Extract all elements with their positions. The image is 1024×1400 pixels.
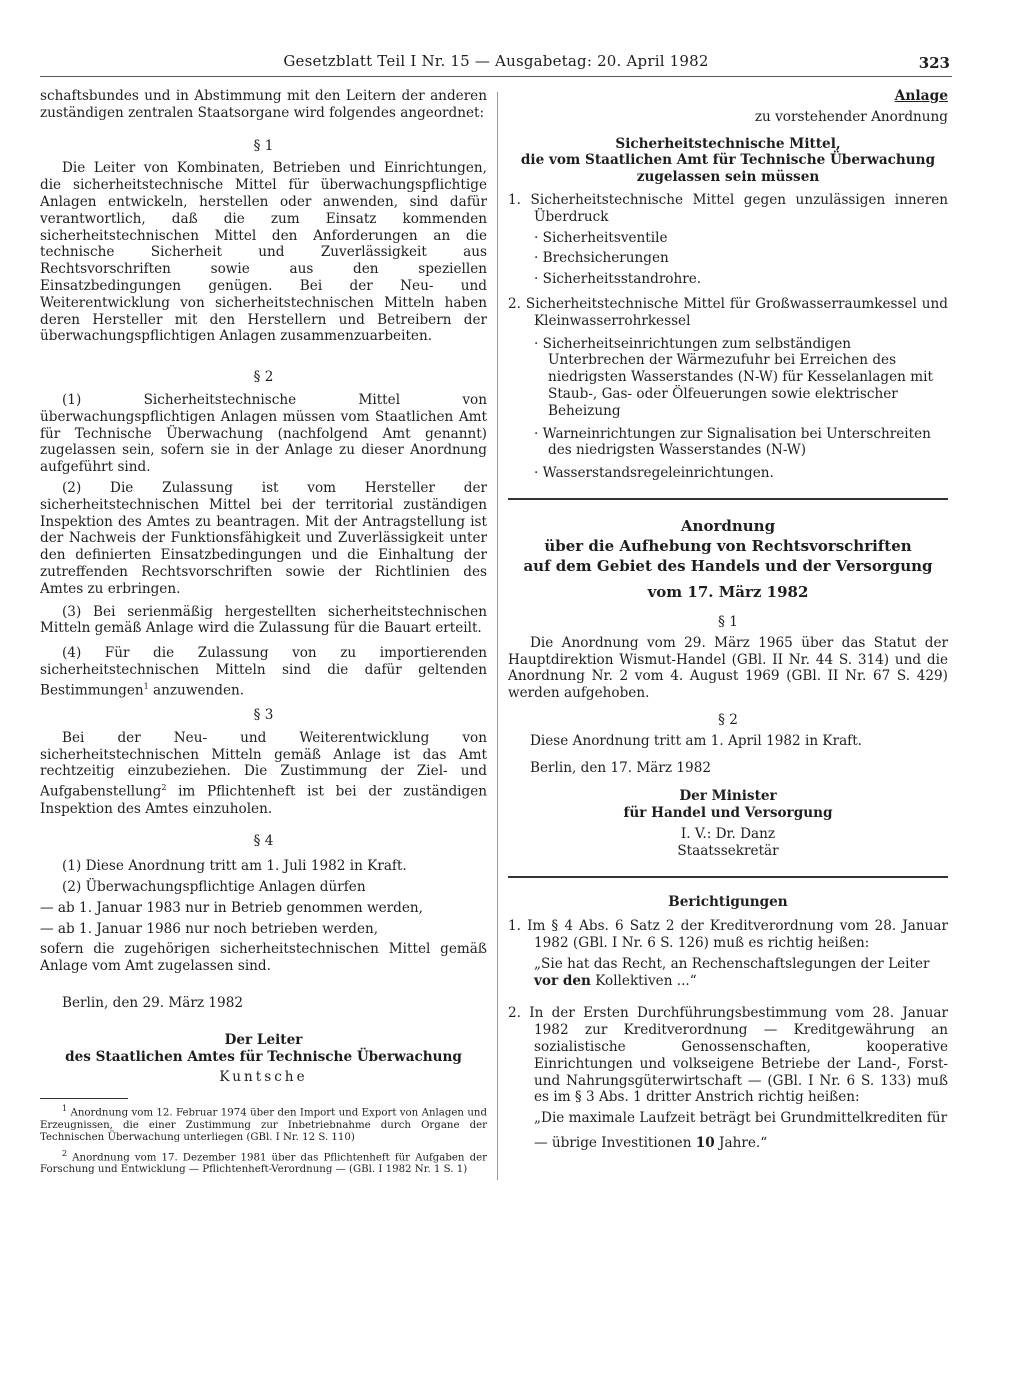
section-3-text bbox=[40, 730, 487, 818]
ordinance-signature-3: I. V.: Dr. Danz bbox=[680, 825, 776, 842]
section-3-text-end: im Pflichtenheft ist bei der zuständigen Inspektion des Amtes einzuholen. bbox=[40, 783, 487, 817]
signature-name: Kuntsche bbox=[219, 1069, 308, 1086]
ordinance-signature-1: Der Minister bbox=[679, 788, 777, 805]
list-item: · Sicherheitsventile bbox=[534, 229, 668, 246]
item-1-bullet-2: Brechsicherungen bbox=[542, 250, 669, 267]
corrections-title: Berichtigungen bbox=[668, 893, 788, 910]
anlage-title: Anlage bbox=[894, 88, 948, 104]
list-item: · Sicherheitsstandrohre. bbox=[534, 271, 702, 288]
ordinance-section-1-heading: § 1 bbox=[718, 613, 738, 630]
section-4-dash-2: — ab 1. Januar 1986 nur noch betrieben werden, bbox=[40, 920, 379, 937]
item-2-bullet-3: Wasserstandsregeleinrichtungen. bbox=[542, 465, 774, 482]
correction-1-number: 1. bbox=[508, 918, 521, 935]
anlage-item-1 bbox=[508, 192, 948, 226]
section-4-dash-1: — ab 1. Januar 1983 nur in Betrieb genommen werden, bbox=[40, 899, 423, 916]
section-2-heading: § 2 bbox=[253, 369, 274, 386]
intro-paragraph: schaftsbundes und in Abstimmung mit den Leitern der anderen zuständigen zentralen Staatsorgane wird folgendes angeordnet: bbox=[40, 88, 487, 121]
correction-2-quote: „Die maximale Laufzeit beträgt bei Grundmittelkrediten für bbox=[534, 1110, 948, 1127]
item-2-bullet-1: Sicherheitseinrichtungen zum selbständigen Unterbrechen der Wärmezufuhr bei Erreichen des niedrigsten Wasserstandes (N-W) für Kesselanlagen mit Staub-, Gas- oder Ölfeuerungen sowie elektrischer Beheizung bbox=[542, 335, 933, 419]
section-4-heading: § 4 bbox=[253, 833, 274, 850]
right-column bbox=[508, 88, 948, 1152]
footnote-1-text: Anordnung vom 12. Februar 1974 über den Import und Export von Anlagen und Erzeugnissen, die einer Zustimmung zur Inbetriebnahme durch Organe der Technischen Überwachung unterliegen (GBl. I Nr. 12 S. 110) bbox=[40, 1107, 487, 1143]
section-1-text: Die Leiter von Kombinaten, Betrieben und Einrichtungen, die sicherheitstechnische Mittel für überwachungspflichtige Anlagen entwickeln, herstellen oder anwenden, sind dafür verantwortlich, daß die zum Einsatz kommenden sicherheitstechnischen Mittel den Anforderungen an die technische Sicherheit und Zuverlässigkeit aus Rechtsvorschriften sowie aus den speziellen Einsatzbedingungen genügen. Bei der Neu- und Weiterentwicklung von sicherheitstechnischen Mitteln haben deren Hersteller mit den Herstellern und Betreibern der überwachungspflichtigen Anlagen zusammenzuarbeiten. bbox=[40, 160, 487, 345]
ordinance-signature-2: für Handel und Versorgung bbox=[623, 805, 833, 822]
correction-2 bbox=[508, 1005, 948, 1106]
section-2-para-4-end: anzuwenden. bbox=[148, 682, 245, 699]
section-4-para-1: (1) Diese Anordnung tritt am 1. Juli 1982 in Kraft. bbox=[62, 858, 407, 875]
signature-title-2: des Staatlichen Amtes für Technische Überwachung bbox=[65, 1048, 462, 1065]
place-date: Berlin, den 29. März 1982 bbox=[62, 994, 243, 1011]
correction-2-text: In der Ersten Durchführungsbestimmung vom 28. Januar 1982 zur Kreditverordnung — Kreditgewährung an sozialistische Genossenschaften, kooperative Einrichtungen und volkseigene Betriebe der Land-, Forst- und Nahrungsgüterwirtschaft — (GBl. I Nr. 6 S. 133) muß es im § 3 Abs. 1 dritter Anstrich richtig heißen: bbox=[529, 1005, 948, 1106]
section-2-para-1: (1) Sicherheitstechnische Mittel von überwachungspflichtigen Anlagen müssen vom Staatlichen Amt für Technische Überwachung (nachfolgend Amt genannt) zugelassen sein, sofern sie in der Anlage zu dieser Anordnung aufgeführt sind. bbox=[40, 391, 487, 476]
section-2-para-4-text: (4) Für die Zulassung von zu importierenden sicherheitstechnischen Mitteln sind die dafür geltenden Bestimmungen bbox=[40, 645, 487, 699]
correction-1-quote bbox=[508, 956, 948, 990]
correction-1-quote-b: Kollektiven ...“ bbox=[590, 972, 697, 989]
anlage-subtitle: zu vorstehender Anordnung bbox=[754, 108, 948, 125]
ordinance-title-3: auf dem Gebiet des Handels und der Versorgung bbox=[523, 556, 933, 575]
ordinance-signature-4: Staatssekretär bbox=[677, 842, 779, 859]
footnote-1-number: 1 bbox=[62, 1104, 68, 1114]
section-3-text-main: Bei der Neu- und Weiterentwicklung von sicherheitstechnischen Mitteln gemäß Anlage ist das Amt rechtzeitig einzubeziehen. Die Zustimmung der Ziel- und Aufgabenstellung bbox=[40, 729, 487, 800]
anlage-heading-3: zugelassen sein müssen bbox=[636, 169, 820, 186]
correction-1-text: Im § 4 Abs. 6 Satz 2 der Kreditverordnung vom 28. Januar 1982 (GBl. I Nr. 6 S. 126) muß es richtig heißen: bbox=[527, 918, 948, 952]
footnote-2-number: 2 bbox=[62, 1148, 68, 1158]
section-1-heading: § 1 bbox=[253, 137, 274, 154]
correction-2-dash-a: — übrige Investitionen bbox=[534, 1135, 696, 1152]
list-item: · Wasserstandsregeleinrichtungen. bbox=[534, 465, 774, 482]
column-divider bbox=[497, 92, 498, 1180]
list-item: · Brechsicherungen bbox=[534, 250, 669, 267]
page-header bbox=[40, 52, 952, 77]
left-column bbox=[40, 88, 487, 1176]
list-item: · Sicherheitseinrichtungen zum selbständigen Unterbrechen der Wärmezufuhr bei Erreichen des niedrigsten Wasserstandes (N-W) für Kesselanlagen mit Staub-, Gas- oder Ölfeuerungen sowie elektrischer Beheizung bbox=[534, 335, 933, 419]
correction-1-quote-bold: vor den bbox=[534, 972, 591, 989]
anlage-item-2 bbox=[508, 296, 948, 330]
ordinance-section-2-text: Diese Anordnung tritt am 1. April 1982 in Kraft. bbox=[530, 732, 862, 749]
footnote-ref-1: 1 bbox=[143, 681, 149, 691]
footnote-ref-2: 2 bbox=[161, 783, 167, 793]
correction-1-quote-a: „Sie hat das Recht, an Rechenschaftslegungen der Leiter bbox=[534, 955, 930, 972]
correction-1 bbox=[508, 918, 948, 952]
section-4-para-2: (2) Überwachungspflichtige Anlagen dürfen bbox=[62, 878, 366, 895]
ordinance-place-date: Berlin, den 17. März 1982 bbox=[530, 759, 711, 776]
footnote-1 bbox=[40, 1103, 487, 1143]
item-1-bullet-1: Sicherheitsventile bbox=[542, 229, 668, 246]
ordinance-section-1-text: Die Anordnung vom 29. März 1965 über das Statut der Hauptdirektion Wismut-Handel (GBl. II Nr. 44 S. 314) und die Anordnung Nr. 2 vom 4. August 1969 (GBl. II Nr. 67 S. 429) werden aufgehoben. bbox=[508, 634, 948, 702]
header-title: Gesetzblatt Teil I Nr. 15 — Ausgabetag: 20. April 1982 bbox=[283, 52, 709, 70]
anlage-heading-2: die vom Staatlichen Amt für Technische Überwachung bbox=[520, 152, 936, 169]
correction-2-number: 2. bbox=[508, 1005, 521, 1022]
list-item: · Warneinrichtungen zur Signalisation bei Unterschreiten des niedrigsten Wasserstandes (N-W) bbox=[534, 425, 931, 459]
section-3-heading: § 3 bbox=[253, 707, 274, 724]
section-2-para-2: (2) Die Zulassung ist vom Hersteller der sicherheitstechnischen Mittel bei der territorial zuständigen Inspektion des Amtes zu beantragen. Mit der Antragstellung ist der Nachweis der Funktionsfähigkeit und Zuverlässigkeit unter den definierten Einsatzbedingungen und die Einhaltung der zutreffenden Rechtsvorschriften sowie der Richtlinien des Amtes zu erbringen. bbox=[40, 479, 487, 597]
correction-2-dash-b: Jahre.“ bbox=[714, 1135, 768, 1152]
footnote-2 bbox=[40, 1148, 487, 1176]
correction-2-dash bbox=[508, 1135, 948, 1152]
ordinance-date: vom 17. März 1982 bbox=[647, 582, 809, 601]
ordinance-section-2-heading: § 2 bbox=[718, 711, 738, 728]
item-1-bullet-3: Sicherheitsstandrohre. bbox=[542, 271, 702, 288]
anlage-heading-1: Sicherheitstechnische Mittel, bbox=[615, 135, 841, 152]
footnote-2-text: Anordnung vom 17. Dezember 1981 über das Pflichtenheft für Aufgaben der Forschung und Entwicklung — Pflichtenheft-Verordnung — (GBl. I 1982 Nr. 1 S. 1) bbox=[40, 1151, 487, 1175]
section-2-para-4 bbox=[40, 645, 487, 699]
ordinance-title-2: über die Aufhebung von Rechtsvorschriften bbox=[544, 536, 912, 555]
anlage-item-2-number: 2. bbox=[508, 295, 521, 312]
section-4-tail: sofern die zugehörigen sicherheitstechnischen Mittel gemäß Anlage vom Amt zugelassen sind. bbox=[40, 941, 487, 975]
signature-title-1: Der Leiter bbox=[224, 1031, 303, 1048]
item-2-bullet-2: Warneinrichtungen zur Signalisation bei Unterschreiten des niedrigsten Wasserstandes (N-W) bbox=[542, 425, 931, 459]
anlage-item-2-text: Sicherheitstechnische Mittel für Großwasserraumkessel und Kleinwasserrohrkessel bbox=[525, 295, 948, 329]
correction-2-dash-bold: 10 bbox=[695, 1135, 715, 1152]
page-number: 323 bbox=[918, 54, 950, 72]
ordinance-title-1: Anordnung bbox=[680, 516, 776, 535]
anlage-item-1-number: 1. bbox=[508, 191, 521, 208]
section-2-para-3: (3) Bei serienmäßig hergestellten sicherheitstechnischen Mitteln gemäß Anlage wird die Zulassung für die Bauart erteilt. bbox=[40, 603, 487, 637]
anlage-item-1-text: Sicherheitstechnische Mittel gegen unzulässigen inneren Überdruck bbox=[530, 191, 948, 225]
